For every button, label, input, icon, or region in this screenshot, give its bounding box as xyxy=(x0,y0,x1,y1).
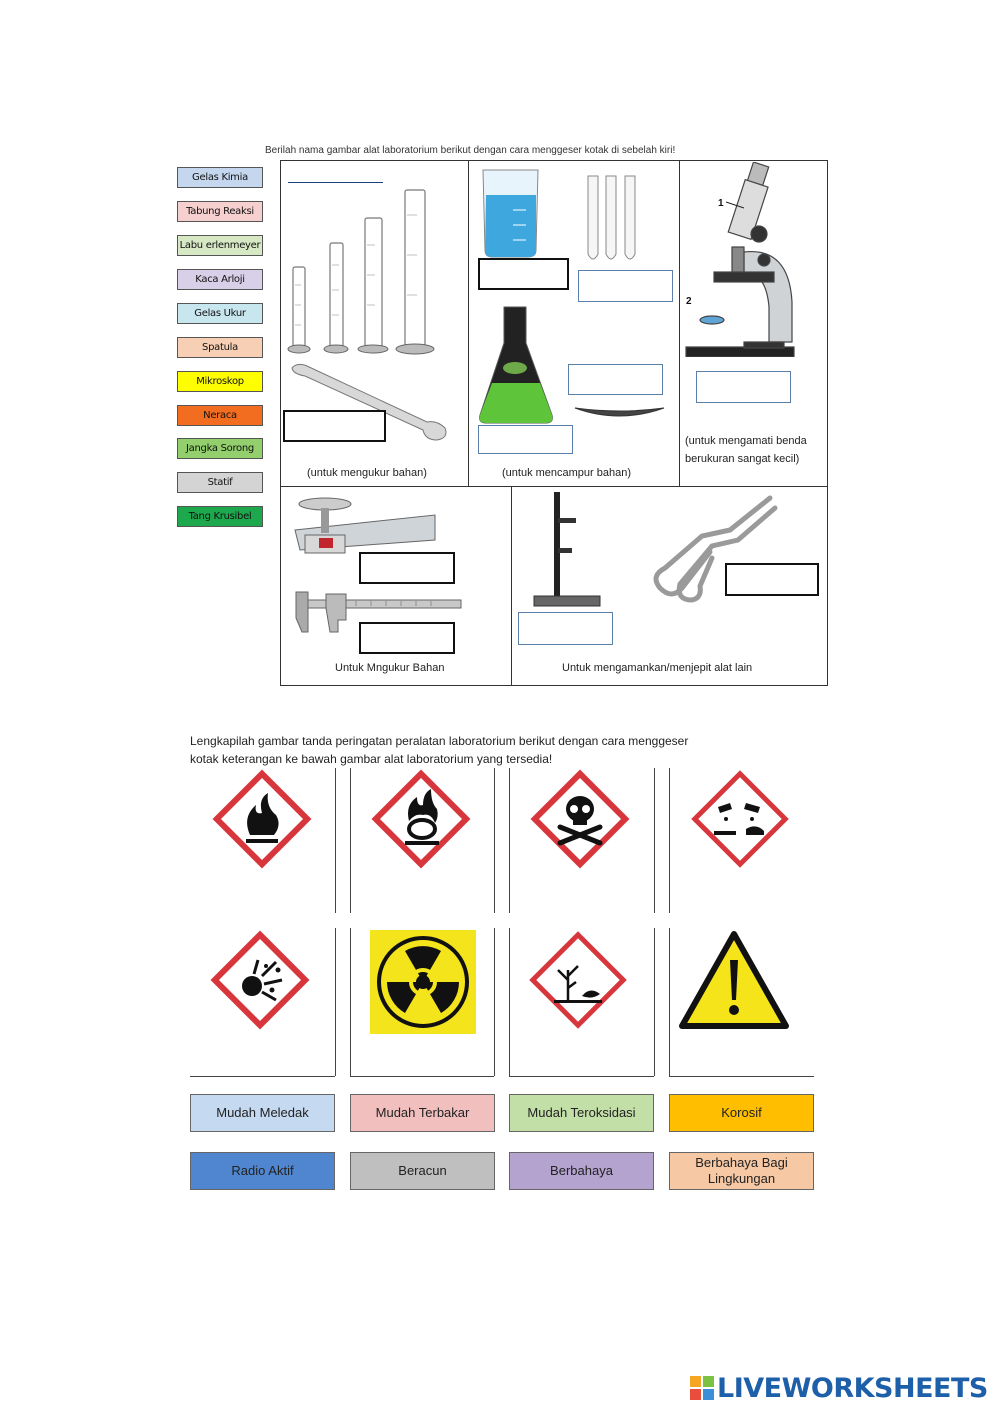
instruction-2-line1: Lengkapilah gambar tanda peringatan peralatan laboratorium berikut dengan cara menggeser xyxy=(190,734,689,748)
drop-box-caliper[interactable] xyxy=(359,622,455,654)
label-option[interactable]: Spatula xyxy=(177,337,263,358)
caption-observe-line2: berukuran sangat kecil) xyxy=(685,453,800,465)
flame-icon xyxy=(212,769,312,869)
divider xyxy=(669,768,670,913)
hazard-label-option[interactable]: Mudah Teroksidasi xyxy=(509,1094,654,1132)
drop-box-erlenmeyer[interactable] xyxy=(478,425,573,454)
hazard-label-option[interactable]: Korosif xyxy=(669,1094,814,1132)
drop-box-watch-glass[interactable] xyxy=(568,364,663,395)
flame-over-circle-icon xyxy=(371,769,473,869)
exploding-bomb-icon xyxy=(210,930,312,1032)
mark-2: 2 xyxy=(686,296,692,307)
radioactive-icon xyxy=(370,930,476,1034)
drop-box-spatula[interactable] xyxy=(283,410,386,442)
divider xyxy=(669,928,670,1076)
graduated-cylinder-icon xyxy=(285,185,450,360)
divider xyxy=(654,928,655,1076)
label-option[interactable]: Gelas Ukur xyxy=(177,303,263,324)
skull-crossbones-icon xyxy=(530,769,634,871)
drop-box-balance[interactable] xyxy=(359,552,455,584)
caption-measure: (untuk mengukur bahan) xyxy=(307,467,427,479)
hazard-label-option[interactable]: Berbahaya xyxy=(509,1152,654,1190)
caption-observe xyxy=(685,432,807,468)
label-option[interactable]: Gelas Kimia xyxy=(177,167,263,188)
divider xyxy=(654,768,655,913)
drop-box-microscope[interactable] xyxy=(696,371,791,403)
label-option[interactable]: Labu erlenmeyer xyxy=(177,235,263,256)
microscope-icon xyxy=(684,162,799,357)
erlenmeyer-flask-icon xyxy=(476,303,556,428)
drop-box-retort-stand[interactable] xyxy=(518,612,613,645)
caption-observe-line1: (untuk mengamati benda xyxy=(685,435,807,447)
divider xyxy=(494,928,495,1076)
logo-grid-icon xyxy=(690,1376,714,1400)
hazard-label-option[interactable]: Mudah Terbakar xyxy=(350,1094,495,1132)
divider xyxy=(509,768,510,913)
label-option[interactable]: Mikroskop xyxy=(177,371,263,392)
divider xyxy=(190,1076,335,1077)
brand-name: LIVEWORKSHEETS xyxy=(717,1372,988,1404)
caption-mix: (untuk mencampur bahan) xyxy=(502,467,632,479)
drop-box-tongs[interactable] xyxy=(725,563,819,596)
hazard-label-option[interactable]: Berbahaya Bagi Lingkungan xyxy=(669,1152,814,1190)
corrosive-icon xyxy=(690,769,794,871)
drop-box-test-tube[interactable] xyxy=(578,270,673,302)
hazard-label-option[interactable]: Beracun xyxy=(350,1152,495,1190)
label-option[interactable]: Statif xyxy=(177,472,263,493)
label-option[interactable]: Kaca Arloji xyxy=(177,269,263,290)
drop-box-beaker[interactable] xyxy=(478,258,569,290)
liveworksheets-logo xyxy=(690,1372,988,1404)
divider xyxy=(669,1076,814,1077)
divider xyxy=(509,928,510,1076)
answer-line xyxy=(288,182,383,183)
test-tube-icon xyxy=(582,172,642,267)
divider xyxy=(509,1076,654,1077)
divider xyxy=(494,768,495,913)
instruction-2 xyxy=(190,732,810,768)
instruction-2-line2: kotak keterangan ke bawah gambar alat laboratorium yang tersedia! xyxy=(190,752,553,766)
label-option[interactable]: Jangka Sorong xyxy=(177,438,263,459)
label-option[interactable]: Tabung Reaksi xyxy=(177,201,263,222)
divider xyxy=(335,768,336,913)
retort-stand-icon xyxy=(528,488,608,610)
divider xyxy=(350,928,351,1076)
hazard-label-option[interactable]: Radio Aktif xyxy=(190,1152,335,1190)
label-option[interactable]: Neraca xyxy=(177,405,263,426)
divider xyxy=(350,768,351,913)
caption-secure: Untuk mengamankan/menjepit alat lain xyxy=(562,662,753,674)
divider xyxy=(350,1076,494,1077)
watch-glass-icon xyxy=(572,400,667,425)
label-option[interactable]: Tang Krusibel xyxy=(177,506,263,527)
exclamation-warning-icon xyxy=(678,930,790,1032)
triple-beam-balance-icon xyxy=(285,490,450,560)
instruction-1: Berilah nama gambar alat laboratorium berikut dengan cara menggeser kotak di sebelah kiri! xyxy=(265,145,676,156)
hazard-label-option[interactable]: Mudah Meledak xyxy=(190,1094,335,1132)
beaker-icon xyxy=(478,165,548,260)
caption-measure-2: Untuk Mngukur Bahan xyxy=(335,662,445,674)
mark-1: 1 xyxy=(718,198,724,209)
divider xyxy=(335,928,336,1076)
environment-hazard-icon xyxy=(528,930,634,1034)
